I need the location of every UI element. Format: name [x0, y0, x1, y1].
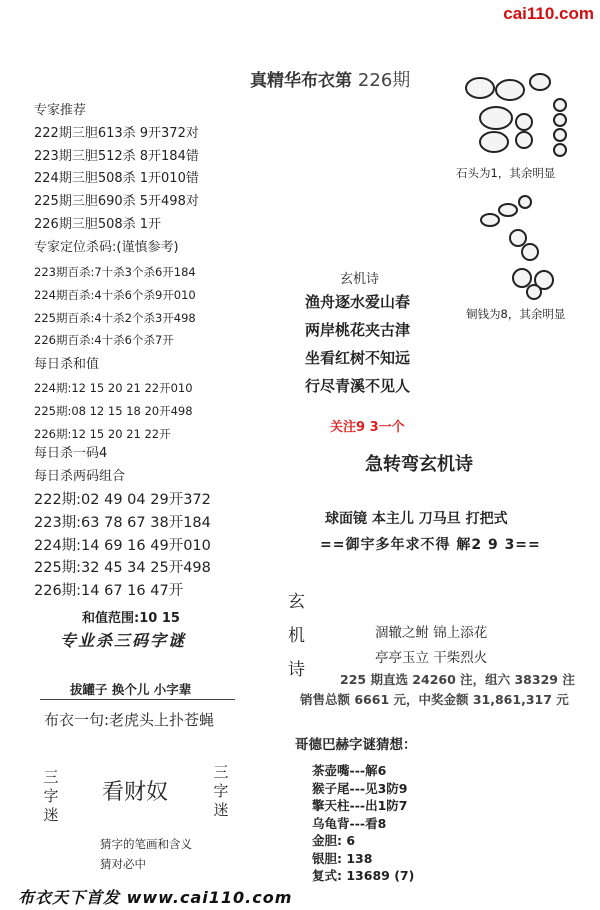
sum-kill-row: 225期:08 12 15 18 20开498: [34, 403, 193, 418]
riddle-note-2: 猜对必中: [100, 857, 146, 871]
clue-row: 乌龟背---看8: [312, 815, 387, 831]
one-kill: 每日杀一码4: [34, 446, 108, 461]
position-row: 225期百杀:4十杀2个杀3开498: [34, 310, 196, 325]
clue-row: 茶壶嘴---解6: [312, 763, 387, 778]
expert-row: 224期三胆508杀 1开010错: [34, 171, 199, 187]
riddle-answer: ==御宇多年求不得 解2 9 3==: [320, 537, 541, 553]
position-row: 224期百杀:4十杀6个杀9开010: [34, 287, 196, 302]
three-riddle-right: 三字迷: [213, 763, 229, 819]
coin-caption: 铜钱为8，其余明显: [466, 307, 566, 321]
riddle-poem-title: 急转弯玄机诗: [365, 454, 473, 475]
position-row: 226期百杀:4十杀6个杀7开: [34, 333, 174, 348]
sum-kill-section: [34, 377, 193, 445]
expert-row: 225期三胆690杀 5开498对: [34, 194, 199, 210]
two-kill-heading: 每日杀两码组合: [34, 469, 126, 484]
page-title: [250, 66, 410, 92]
title-main: 真精华布衣第: [250, 71, 352, 91]
sales-line-1: 225 期直选 24260 注，组六 38329 注: [340, 672, 575, 687]
two-kill-row: 224期:14 69 16 49开010: [34, 537, 211, 554]
idiom-line: 亭亭玉立 干柴烈火: [375, 650, 488, 666]
clue-row: 擎天柱---出1防7: [312, 798, 408, 813]
vertical-xuan: 玄: [288, 592, 305, 612]
pro-kill-title: 专业杀三码字谜: [60, 631, 187, 650]
two-kill-row: 225期:32 45 34 25开498: [34, 560, 211, 577]
stone-chain-picture: [460, 60, 575, 165]
bagua-line: 拔罐子 换个儿 小字辈: [70, 682, 192, 697]
focus-note: 关注9 3一个: [330, 420, 405, 435]
two-kill-row: 226期:14 67 16 47开: [34, 583, 184, 600]
sum-kill-row: 224期:12 15 20 21 22开010: [34, 381, 193, 395]
clue-row: 复式: 13689 (7): [312, 868, 415, 883]
expert-heading: 专家推荐: [34, 103, 87, 118]
goldbach-heading: 哥德巴赫字谜猜想：: [295, 737, 417, 753]
xuanji-label: 玄机诗: [340, 272, 380, 287]
three-riddle-left: 三字迷: [43, 768, 59, 824]
clue-row: 银胆: 138: [312, 850, 373, 866]
poem-line: 渔舟逐水爱山春: [305, 293, 411, 311]
expert-row: 223期三胆512杀 8开184错: [34, 148, 199, 164]
two-kill-row: 222期:02 49 04 29开372: [34, 492, 211, 508]
sales-line-2: 销售总额 6661 元，中奖金额 31,861,317 元: [300, 692, 569, 707]
poem-line: 两岸桃花夹古津: [305, 321, 411, 339]
vertical-shi: 诗: [288, 660, 305, 680]
clue-list: [312, 762, 414, 885]
site-logo[interactable]: cai110.com: [503, 4, 594, 23]
footer-link[interactable]: 布衣天下首发 www.cai110.com: [18, 888, 293, 907]
buyi-sentence: 布衣一句:老虎头上扑苍蝇: [44, 711, 215, 729]
riddle-word: 看财奴: [102, 780, 169, 805]
sum-range: 和值范围:10 15: [82, 611, 180, 626]
divider: [40, 699, 235, 700]
position-kill-heading: 专家定位杀码:(谨慎参考): [34, 240, 179, 255]
vertical-ji: 机: [288, 626, 305, 646]
clue-row: 金胆: 6: [312, 833, 356, 848]
expert-section: [34, 100, 199, 237]
expert-row: 222期三胆613杀 9开372对: [34, 125, 199, 141]
sum-kill-heading: 每日杀和值: [34, 357, 100, 372]
poem-line: 行尽青溪不见人: [305, 377, 411, 395]
stone-caption: 石头为1，其余明显: [456, 166, 556, 180]
position-kill-section: [34, 261, 196, 352]
idiom-line: 涸辙之鲋 锦上添花: [375, 625, 488, 641]
clue-row: 猴子尾---见3防9: [312, 780, 408, 796]
sum-kill-row: 226期:12 15 20 21 22开: [34, 426, 171, 441]
two-kill-section: [34, 489, 211, 603]
title-issue: 226期: [357, 70, 411, 91]
two-kill-row: 223期:63 78 67 38开184: [34, 514, 211, 531]
poem-line: 坐看红树不知远: [305, 349, 411, 367]
riddle-note-1: 猜字的笔画和含义: [100, 837, 192, 851]
coin-chain-picture: [470, 190, 580, 300]
poem: [305, 288, 410, 400]
expert-row: 226期三胆508杀 1开: [34, 216, 162, 232]
riddle-words: 球面镜 本主儿 刀马旦 打把式: [325, 511, 508, 527]
position-row: 223期百杀:7十杀3个杀6开184: [34, 265, 196, 279]
